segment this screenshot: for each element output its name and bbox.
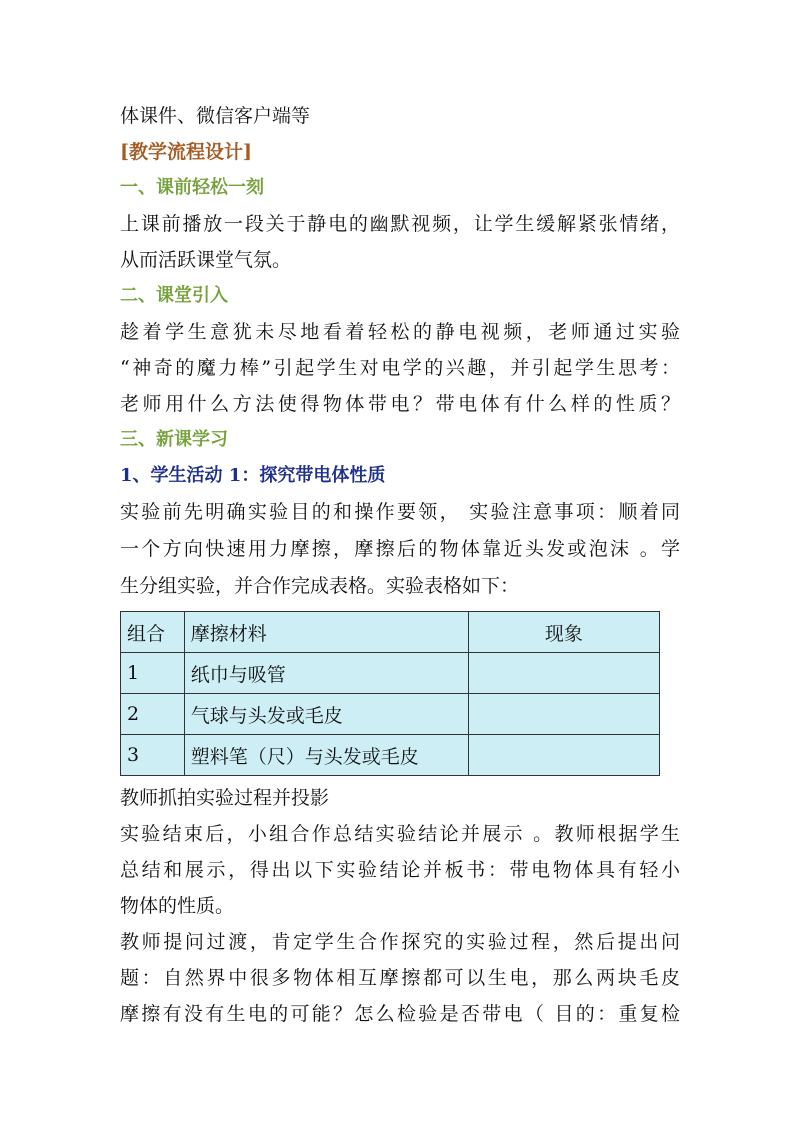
paragraph-line: 教师提问过渡，肯定学生合作探究的实验过程，然后提出问 [120,931,680,953]
paragraph-line: 趁着学生意犹未尽地看着轻松的静电视频，老师通过实验 [120,321,680,343]
table-cell: 塑料笔（尺）与头发或毛皮 [184,735,468,776]
section-heading-teaching-flow: [教学流程设计] [120,141,252,163]
table-cell: 纸巾与吸管 [184,653,468,694]
paragraph-line: 实验结束后，小组合作总结实验结论并展示 。教师根据学生 [120,823,680,845]
paragraph-line: 题：自然界中很多物体相互摩擦都可以生电，那么两块毛皮 [120,967,680,989]
paragraph-line: 一个方向快速用力摩擦，摩擦后的物体靠近头发或泡沫 。学 [120,538,680,560]
paragraph-line: 老师用什么方法使得物体带电？带电体有什么样的性质？ [120,393,680,415]
paragraph-line: 教师抓拍实验过程并投影 [120,787,330,809]
table-header-cell: 摩擦材料 [184,612,468,653]
paragraph-line: 总结和展示，得出以下实验结论并板书：带电物体具有轻小 [120,859,680,881]
paragraph-line: 生分组实验，并合作完成表格。实验表格如下： [120,575,520,597]
table-row [121,653,660,694]
paragraph-line: 实验前先明确实验目的和操作要领， 实验注意事项：顺着同 [120,501,680,523]
table-header-row [121,612,660,653]
table-row [121,694,660,735]
table-cell: 3 [121,735,185,776]
paragraph-line: “神奇的魔力棒”引起学生对电学的兴趣，并引起学生思考： [120,357,680,379]
table-cell: 2 [121,694,185,735]
table-row [121,735,660,776]
document-page [120,98,680,1032]
paragraph-line: 从而活跃课堂气氛。 [120,249,292,271]
table-cell [468,735,659,776]
table-header-cell: 现象 [468,612,659,653]
paragraph-line: 上课前播放一段关于静电的幽默视频，让学生缓解紧张情绪， [120,213,680,235]
text-line-intro: 体课件、微信客户端等 [120,105,311,127]
table-cell: 气球与头发或毛皮 [184,694,468,735]
table-cell [468,694,659,735]
experiment-table [120,611,660,776]
section-heading-warmup: 一、课前轻松一刻 [120,177,264,198]
paragraph-line: 物体的性质。 [120,895,235,917]
table-header-cell: 组合 [121,612,185,653]
paragraph-line: 摩擦有没有生电的可能？怎么检验是否带电（ 目的：重复检 [120,1003,680,1025]
section-heading-new-lesson: 三、新课学习 [120,429,228,450]
subsection-heading-activity-1: 1、学生活动 1：探究带电体性质 [120,465,386,486]
section-heading-introduction: 二、课堂引入 [120,285,228,306]
table-cell: 1 [121,653,185,694]
table-cell [468,653,659,694]
